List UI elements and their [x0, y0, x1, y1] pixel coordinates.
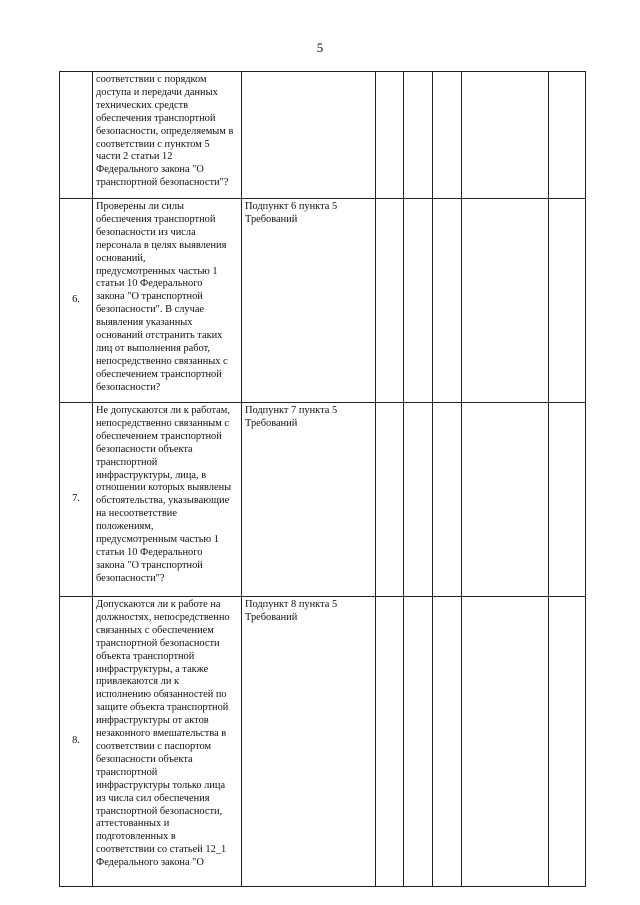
question-line: обстоятельства, указывающие — [96, 495, 230, 507]
question-line: обеспечения транспортной — [96, 112, 216, 124]
question-line: безопасности"? — [96, 572, 165, 584]
reference-line: Требований — [245, 213, 298, 225]
question-line: транспортной безопасности, — [96, 805, 223, 817]
requirement-reference — [242, 403, 376, 597]
empty-answer-cell — [433, 72, 462, 199]
question-line: статьи 10 Федерального — [96, 546, 203, 558]
question-line: непосредственно связанных с — [96, 355, 228, 367]
question-text — [93, 199, 242, 403]
row-number: 7. — [60, 403, 93, 597]
table-row — [60, 72, 586, 199]
question-line: инфраструктуры, а также — [96, 663, 209, 675]
empty-answer-cell — [433, 403, 462, 597]
empty-answer-cell — [404, 597, 433, 887]
question-line: оснований отстранить таких — [96, 330, 223, 342]
empty-answer-cell — [433, 199, 462, 403]
question-line: исполнению обязанностей по — [96, 689, 227, 701]
table-row — [60, 199, 586, 403]
question-line: инфраструктуры, лица, в — [96, 469, 207, 481]
question-line: лиц от выполнения работ, — [96, 342, 210, 354]
question-line: безопасности, определяемым в — [96, 125, 234, 137]
question-line: инфраструктуры только лица — [96, 779, 226, 791]
question-line: статьи 10 Федерального — [96, 278, 203, 290]
requirement-reference — [242, 597, 376, 887]
reference-line: Подпункт 7 пункта 5 — [245, 405, 338, 416]
question-line: связанных с обеспечением — [96, 624, 214, 636]
empty-answer-cell — [549, 72, 586, 199]
question-line: непосредственно связанным с — [96, 417, 230, 429]
empty-answer-cell — [404, 72, 433, 199]
question-line: аттестованных и — [96, 818, 170, 830]
empty-answer-cell — [462, 199, 549, 403]
empty-answer-cell — [462, 72, 549, 199]
empty-answer-cell — [376, 403, 404, 597]
question-line: доступа и передачи данных — [96, 86, 218, 98]
question-line: Не допускаются ли к работам, — [96, 405, 230, 416]
question-line: безопасности? — [96, 381, 161, 393]
empty-answer-cell — [549, 199, 586, 403]
question-line: предусмотренным частью 1 — [96, 534, 219, 546]
question-line: защите объекта транспортной — [96, 702, 229, 714]
question-line: соответствии с паспортом — [96, 740, 212, 752]
empty-answer-cell — [376, 597, 404, 887]
question-line: на несоответствие — [96, 508, 177, 520]
question-line: соответствии со статьей 12_1 — [96, 844, 227, 856]
checklist-table — [59, 71, 586, 887]
empty-answer-cell — [462, 403, 549, 597]
empty-answer-cell — [404, 199, 433, 403]
question-line: закона "О транспортной — [96, 559, 203, 571]
question-line: инфраструктуры от актов — [96, 715, 209, 727]
empty-answer-cell — [462, 597, 549, 887]
empty-answer-cell — [376, 199, 404, 403]
row-number — [60, 72, 93, 199]
empty-answer-cell — [549, 403, 586, 597]
reference-line: Подпункт 6 пункта 5 — [245, 201, 338, 212]
question-line: обеспечения транспортной — [96, 213, 216, 225]
question-line: объекта транспортной — [96, 650, 195, 662]
page-number: 5 — [316, 40, 324, 55]
empty-answer-cell — [433, 597, 462, 887]
reference-line: Требований — [245, 611, 298, 623]
question-line: обеспечением транспортной — [96, 430, 222, 442]
question-line: подготовленных в — [96, 831, 176, 843]
question-line: безопасности из числа — [96, 226, 196, 238]
question-line: из числа сил обеспечения — [96, 792, 210, 804]
question-line: транспортной — [96, 766, 158, 778]
question-line: части 2 статьи 12 — [96, 151, 173, 163]
question-line: транспортной — [96, 456, 158, 468]
question-text — [93, 597, 242, 887]
question-line: Федерального закона "О — [96, 857, 204, 869]
empty-answer-cell — [549, 597, 586, 887]
requirement-reference — [242, 199, 376, 403]
question-line: безопасности объекта — [96, 443, 193, 455]
question-line: технических средств — [96, 99, 189, 111]
question-line: привлекаются ли к — [96, 676, 180, 688]
question-line: незаконного вмешательства в — [96, 728, 227, 740]
question-line: закона "О транспортной — [96, 291, 203, 303]
question-line: транспортной безопасности — [96, 637, 220, 649]
question-line: положениям, — [96, 521, 154, 533]
question-line: соответствии с порядком — [96, 74, 207, 85]
empty-answer-cell — [404, 403, 433, 597]
table-row — [60, 403, 586, 597]
question-text — [93, 403, 242, 597]
question-line: безопасности". В случае — [96, 304, 205, 316]
question-line: безопасности объекта — [96, 753, 193, 765]
question-line: обеспечением транспортной — [96, 368, 222, 380]
question-line: Допускаются ли к работе на — [96, 599, 221, 610]
reference-line: Подпункт 8 пункта 5 — [245, 599, 338, 610]
row-number: 8. — [60, 597, 93, 887]
question-text — [93, 72, 242, 199]
question-line: Проверены ли силы — [96, 201, 184, 212]
question-line: Федерального закона "О — [96, 164, 204, 176]
question-line: соответствии с пунктом 5 — [96, 138, 210, 150]
requirement-reference — [242, 72, 376, 199]
reference-line: Требований — [245, 417, 298, 429]
empty-answer-cell — [376, 72, 404, 199]
question-line: предусмотренных частью 1 — [96, 265, 218, 277]
question-line: должностях, непосредственно — [96, 611, 230, 623]
question-line: оснований, — [96, 252, 146, 264]
question-line: персонала в целях выявления — [96, 239, 227, 251]
question-line: транспортной безопасности"? — [96, 177, 229, 189]
row-number: 6. — [60, 199, 93, 403]
table-row — [60, 597, 586, 887]
question-line: отношении которых выявлены — [96, 482, 232, 494]
question-line: выявления указанных — [96, 317, 193, 329]
